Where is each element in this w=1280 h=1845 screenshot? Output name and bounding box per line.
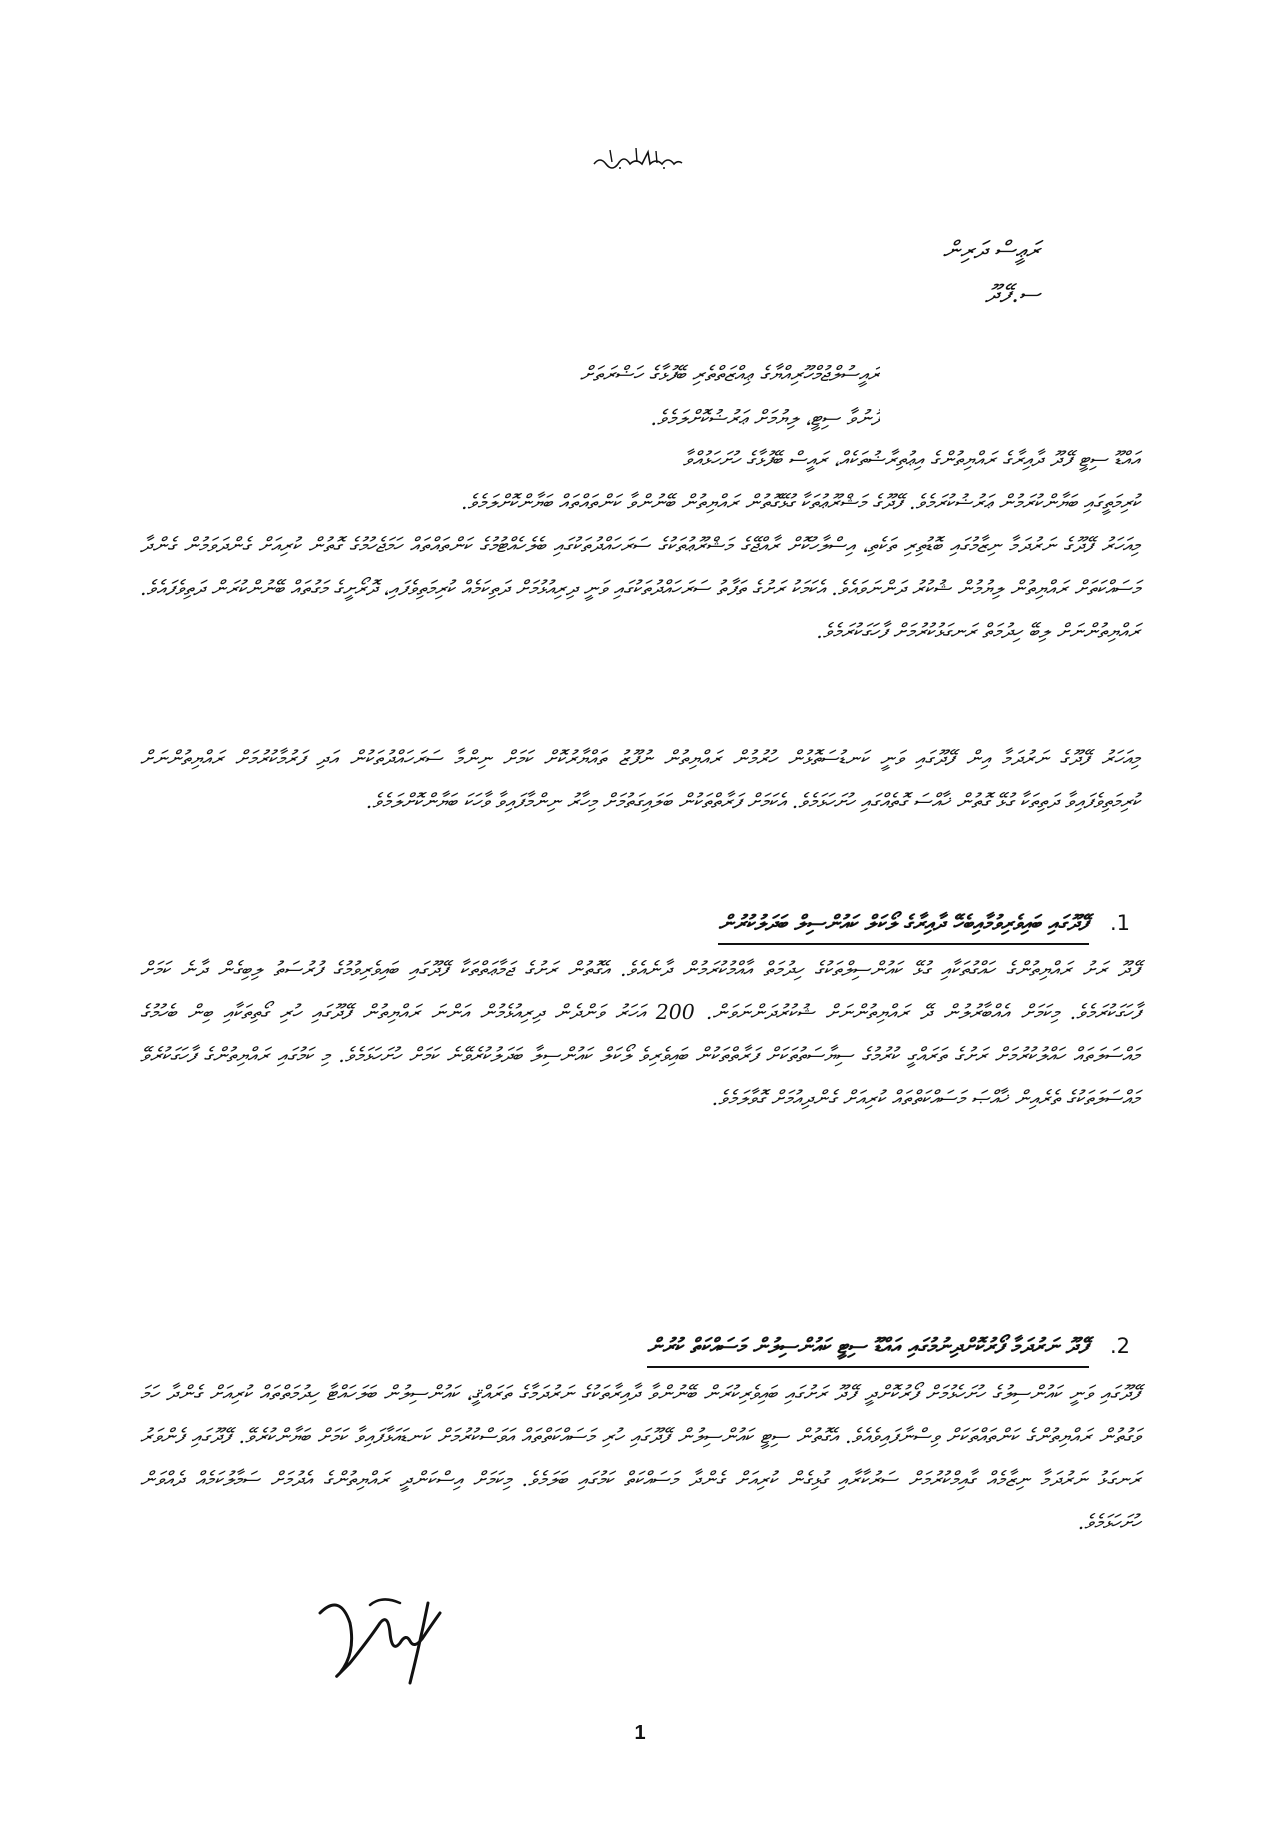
signature-icon <box>310 1583 480 1693</box>
section-2-title: ފޭދޫ ނަރުދަމާ ފޯރުކޮށްދިނުމުގައި އައްޑޫ ސިޓީ ކައުންސިލުން މަސައްކަތް ކުރުން <box>647 1328 1089 1368</box>
paragraph: ކުރިމަތީގައި ބަޔާންކުރަމުން ޢަރުޟުކުރަމެވެ. ފޭދޫގެ މަޝްރޫޢުތަކާ ގުޅޭގޮތުން ރައްޔިތުން ބޭނުންވާ ކަންތައްތައް ބަޔާންކޮށްލަމެވެ. <box>461 490 1140 514</box>
basmala-calligraphy-icon <box>590 142 686 172</box>
intro-paragraph-2 <box>140 481 1140 524</box>
signature <box>310 1583 480 1693</box>
intro-paragraph-3 <box>140 524 1140 653</box>
section-2-heading <box>430 1328 1130 1368</box>
section-1-body <box>140 948 1140 1120</box>
reference-block <box>840 228 1040 316</box>
section-1-number: 1. <box>1109 911 1130 935</box>
page-number: 1 <box>634 1722 646 1744</box>
paragraph: އައްޑޫ ސިޓީ ފޭދޫ ދާއިރާގެ ރައްޔިތުންގެ އިޢުތިރާޟުތަކެއް، ރައީސް ބޭފުޅާގެ ހުށަހަޅުއްވާ <box>682 447 1140 471</box>
intro-paragraph-4 <box>140 737 1140 823</box>
paragraph: މިއަހަރު ފޭދޫގެ ނަރުދަމާ އިން ފޭދޫގައި ވަނީ ކަނޑުސަތޮޅުން ހުރުމުން ރައްޔިތުން ނުފޫޒު ތައްޔާރުކޮށް ކަމަށް ނިންމާ ސަރަހައްދުތަކުން އަދި ފަރުމާކުރުމަށް ރައްޔިތުންނަށް ކުރިމަތިވެފައިވާ ދަތިތަކާ ގުޅޭ ގޮތުން ޚާއްސަ ގޮތެއްގައި ހުށަހަޅަމެވެ. އެކަމަށް ފަރާތްތަކުން ބަލައިގަތުމަށް މިހާރު ނިންމާފައިވާ ވާހަކަ ބަޔާންކޮށްލަމެވެ. <box>140 746 1140 813</box>
intro-paragraph-1 <box>140 438 1140 481</box>
section-1-title: ފޭދޫގައި ބައިވެރިވުމާއިބެހޭ ދާއިރާގެ ލޯކަލް ކައުންސިލް ބަދަލުކުރުން <box>718 905 1088 945</box>
reference-line-1: ރަޢީސް ދަރިން <box>942 236 1040 264</box>
addressee-line-1: ރައީސުލްޖުމްހޫރިއްޔާގެ ޢިއްޒަތްތެރި ބޭފުޅާގެ ހަޟްރަތަށް <box>579 362 880 386</box>
section-1-heading <box>430 905 1130 945</box>
reference-line-2: ސ.ފޭދޫ <box>984 280 1040 308</box>
section-2-number: 2. <box>1109 1334 1130 1358</box>
basmala-calligraphy <box>590 142 686 172</box>
addressee-line-2: ފޮނުވާ ސިޓީ، ލިޔުމަށް ޢަރުޟުކޮށްލަމެވެ. <box>650 406 880 430</box>
paragraph: ފޭދޫގައި ވަނީ ކައުންސިލުގެ ހުށަހެޅުމަށް ފޯރުކޮށްދީ ފޭދޫ ރަށުގައި ބައިވެރިކުރަން ބޭނުންވާ ދާއިރާތަކުގެ ނަރުދަމާގެ ތަރައްޤީ، ކައުންސިލުން ބަލަހައްޓާ ހިދުމަތްތައް ކުރިއަށް ގެންދާ ހަމަ ވަގުތުން ރައްޔިތުންގެ ކަންތައްތަކަށް ވިސްނާފައިވެއެވެ. އެގޮތުން ސިޓީ ކައުންސިލުން ފޭދޫގައި ހުރި މަސައްކަތްތައް އަވަސްކުރުމަށް ކަނޑައަޅާފައިވާ ކަމަށް ބަޔާންކުރެވޭ. ފޭދޫގައި ފެންވަރު ރަނގަޅު ނަރުދަމާ ނިޒާމެއް ގާއިމްކުރުމަށް ސަރުކާރާއި ގުޅިގެން ކުރިއަށް ގެންދާ މަސައްކަތް ކަމުގައި ބަލަމެވެ. މިކަމަށް އިސްކަންދީ ރައްޔިތުންގެ އެދުމަށް ސަމާލުކަމެއް ދެއްވަން ހުށަހަޅަމެވެ. <box>140 1381 1140 1534</box>
paragraph: ފޭދޫ ރަށު ރައްޔިތުންގެ ހައްގުތަކާއި ގުޅޭ ކައުންސިލްތަކުގެ ހިދުމަތް އާއްމުކުރަމުން ދާނެއެވެ. އެގޮތުން ރަށުގެ ޖަމާޢަތްތަކާ ފޭދޫގައި ބައިވެރިވުމުގެ ފުރުސަތު ލިބިގެން ދާނެ ކަމަށް ފާހަގަކުރަމެވެ. މިކަމަށް އެއްބާރުލުން ދޭ ރައްޔިތުންނަށް ޝުކުރުދަންނަވަން. 200 އަހަރު ވަންދެން ދިރިއުޅެމުން އަންނަ ރައްޔިތުން ފޭދޫގައި ހުރި ގޯތިތަކާއި ބިން ބެހުމުގެ މައްސަލަތައް ހައްލުކުރުމަށް ރަށުގެ ތަރައްގީ ކުރުމުގެ ސިޔާސަތުތަކަށް ފަރާތްތަކުން ބައިވެރިވެ ލޯކަލް ކައުންސިލާ ބަދަލުކުރެވޭނެ ކަމަށް ހުށަހަޅަމެވެ. މި ކަމުގައި ރައްޔިތުންގެ ފާހަގަކުރެވޭ މައްސަލަތަކުގެ ތެރެއިން ޚާއްޞަ މަސައްކަތްތައް ކުރިއަށް ގެންދިއުމަށް ގޮވާލަމެވެ. <box>140 957 1140 1110</box>
paragraph: މިއަހަރު ފޭދޫގެ ނަރުދަމާ ނިޒާމުގައި ބޮޑުތިރި ތަކެތި، އިސްލާހުކޮށް ރާއްޖޭގެ މަޝްރޫޢުތަކުގެ ސަރަހައްދުތަކުގައި ބެލެހެއްޓުމުގެ ކަންތައްތައް ހަމަޖެހުމުގެ ގޮތުން ކުރިއަށް ގެންދަވަމުން ގެންދާ މަސައްކަތަށް ރައްޔިތުން ލިޔުމުން ޝުކުރު ދަންނަވައެވެ. އެކަމަކު ރަށުގެ ތަފާތު ސަރަހައްދުތަކުގައި ވަނީ ދިރިއުޅުމަށް ދަތިކަމެއް ކުރިމަތިވެފައި، ދޮރޯށީގެ މަގުތައް ބޭނުންކުރަން ދަތިވެފައެވެ. ރައްޔިތުންނަށް ލިބޭ ހިދުމަތް ރަނގަޅުކުރުމަށް ފާހަގަކުރަމެވެ. <box>140 533 1140 643</box>
addressee-block <box>380 352 880 440</box>
section-2-body <box>140 1372 1140 1544</box>
